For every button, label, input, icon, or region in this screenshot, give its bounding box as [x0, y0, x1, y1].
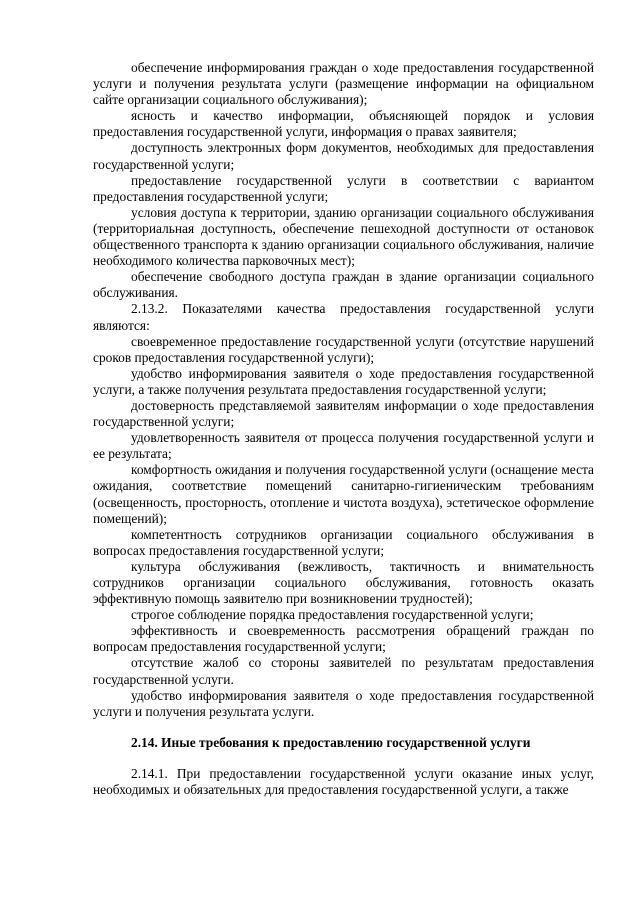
paragraph: строгое соблюдение порядка предоставления государственной услуги;: [131, 607, 534, 623]
paragraph: удобство информирования заявителя о ходе предоставления государственной услуги, а также получения результата предоставления государственной услуги;: [93, 365, 594, 397]
section-heading: 2.14. Иные требования к предоставлению государственной услуги: [131, 734, 531, 750]
paragraph: культура обслуживания (вежливость, тактичность и внимательность сотрудников организации социального обслуживания, готовность оказать эффективную помощь заявителю при возникновении трудностей);: [93, 558, 594, 607]
paragraph: 2.13.2. Показателями качества предоставления государственной услуги являются:: [93, 301, 594, 333]
paragraph: условия доступа к территории, зданию организации социального обслуживания (территориальная доступность, обеспечение пешеходной доступности от остановок общественного транспорта к зданию организации социального обслуживания, наличие необходимого количества парковочных мест);: [93, 204, 594, 269]
paragraph: достоверность представляемой заявителям информации о ходе предоставления государственной услуги;: [93, 397, 594, 430]
paragraph: удовлетворенность заявителя от процесса получения государственной услуги и ее результата;: [93, 430, 594, 462]
paragraph: обеспечение информирования граждан о ходе предоставления государственной услуги и получения результата услуги (размещение информации на официальном сайте организации социального обслуживания);: [93, 60, 594, 108]
paragraph: 2.14.1. При предоставлении государственной услуги оказание иных услуг, необходимых и обязательных для предоставления государственной услуги, а также: [93, 765, 594, 798]
paragraph: компетентность сотрудников организации социального обслуживания в вопросах предоставления государственной услуги;: [93, 526, 594, 558]
paragraph: удобство информирования заявителя о ходе предоставления государственной услуги и получения результата услуги.: [93, 687, 594, 719]
paragraph: предоставление государственной услуги в соответствии с вариантом предоставления государственной услуги;: [93, 172, 594, 204]
document-body: [93, 60, 594, 798]
paragraph: комфортность ожидания и получения государственной услуги (оснащение места ожидания, соответствие помещений санитарно-гигиеническим требованиям (освещенность, просторность, отопление и чистота воздуха), эстетическое оформление помещений);: [93, 462, 594, 526]
paragraph: обеспечение свободного доступа граждан в здание организации социального обслуживания.: [93, 269, 594, 301]
paragraph: отсутствие жалоб со стороны заявителей по результатам предоставления государственной услуги.: [93, 655, 594, 687]
paragraph: доступность электронных форм документов, необходимых для предоставления государственной услуги;: [93, 140, 594, 172]
paragraph: ясность и качество информации, объясняющей порядок и условия предоставления государственной услуги, информация о правах заявителя;: [93, 108, 594, 140]
paragraph: своевременное предоставление государственной услуги (отсутствие нарушений сроков предоставления государственной услуги);: [93, 333, 594, 365]
paragraph: эффективность и своевременность рассмотрения обращений граждан по вопросам предоставления государственной услуги;: [93, 623, 594, 655]
